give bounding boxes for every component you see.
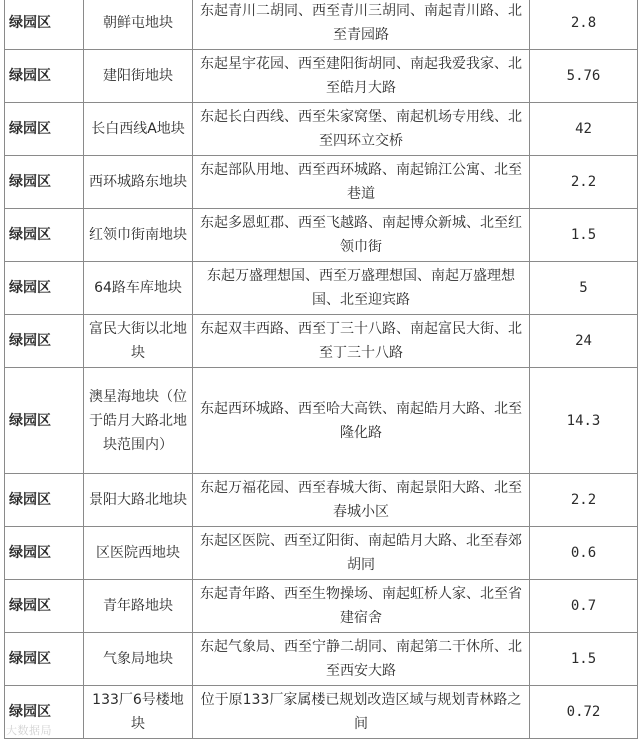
area-cell: 42 (530, 103, 638, 156)
boundary-cell: 东起双丰西路、西至丁三十八路、南起富民大街、北至丁三十八路 (193, 315, 530, 368)
district-cell: 绿园区 (5, 156, 84, 209)
table-row (5, 368, 638, 474)
table-row (5, 527, 638, 580)
boundary-cell: 东起气象局、西至宁静二胡同、南起第二干休所、北至西安大路 (193, 633, 530, 686)
district-cell: 绿园区 (5, 262, 84, 315)
district-cell: 绿园区 (5, 103, 84, 156)
area-cell: 1.5 (530, 633, 638, 686)
area-cell: 2.2 (530, 156, 638, 209)
plot-name-cell: 朝鲜屯地块 (84, 0, 193, 50)
plot-name-cell: 气象局地块 (84, 633, 193, 686)
table-body (5, 0, 638, 739)
table-row (5, 209, 638, 262)
area-cell: 0.7 (530, 580, 638, 633)
boundary-cell: 东起西环城路、西至哈大高铁、南起皓月大路、北至隆化路 (193, 368, 530, 474)
table-row (5, 0, 638, 50)
table-row (5, 50, 638, 103)
plot-name-cell: 建阳街地块 (84, 50, 193, 103)
district-cell: 绿园区 (5, 209, 84, 262)
watermark-text: 大数据局 (6, 724, 52, 737)
table-row (5, 474, 638, 527)
district-cell: 绿园区 (5, 686, 84, 739)
district-cell: 绿园区 (5, 527, 84, 580)
boundary-cell: 东起多恩虹郡、西至飞越路、南起博众新城、北至红领巾街 (193, 209, 530, 262)
plot-name-cell: 区医院西地块 (84, 527, 193, 580)
table-row (5, 156, 638, 209)
plot-name-cell: 富民大街以北地块 (84, 315, 193, 368)
plot-name-cell: 青年路地块 (84, 580, 193, 633)
table-row (5, 580, 638, 633)
boundary-cell: 东起青年路、西至生物操场、南起虹桥人家、北至省建宿舍 (193, 580, 530, 633)
area-cell: 2.8 (530, 0, 638, 50)
area-cell: 1.5 (530, 209, 638, 262)
boundary-cell: 东起万福花园、西至春城大街、南起景阳大路、北至春城小区 (193, 474, 530, 527)
table-row (5, 315, 638, 368)
plot-name-cell: 64路车库地块 (84, 262, 193, 315)
plot-name-cell: 红领巾街南地块 (84, 209, 193, 262)
district-cell: 绿园区 (5, 315, 84, 368)
boundary-cell: 东起长白西线、西至朱家窝堡、南起机场专用线、北至四环立交桥 (193, 103, 530, 156)
boundary-cell: 东起青川二胡同、西至青川三胡同、南起青川路、北至青园路 (193, 0, 530, 50)
table-row (5, 686, 638, 739)
area-cell: 5.76 (530, 50, 638, 103)
boundary-cell: 东起部队用地、西至西环城路、南起锦江公寓、北至巷道 (193, 156, 530, 209)
table-row (5, 262, 638, 315)
boundary-cell: 东起星宇花园、西至建阳街胡同、南起我爱我家、北至皓月大路 (193, 50, 530, 103)
table-row (5, 103, 638, 156)
district-cell: 绿园区 (5, 633, 84, 686)
area-cell: 0.72 (530, 686, 638, 739)
district-cell: 绿园区 (5, 50, 84, 103)
boundary-cell: 位于原133厂家属楼已规划改造区域与规划青林路之间 (193, 686, 530, 739)
area-cell: 24 (530, 315, 638, 368)
area-cell: 0.6 (530, 527, 638, 580)
land-plot-table (4, 0, 638, 739)
plot-name-cell: 长白西线A地块 (84, 103, 193, 156)
boundary-cell: 东起区医院、西至辽阳街、南起皓月大路、北至春郊胡同 (193, 527, 530, 580)
area-cell: 2.2 (530, 474, 638, 527)
plot-name-cell: 西环城路东地块 (84, 156, 193, 209)
district-cell: 绿园区 (5, 0, 84, 50)
table-row (5, 633, 638, 686)
area-cell: 14.3 (530, 368, 638, 474)
plot-name-cell: 133厂6号楼地块 (84, 686, 193, 739)
plot-name-cell: 澳星海地块（位于皓月大路北地块范围内） (84, 368, 193, 474)
district-cell: 绿园区 (5, 580, 84, 633)
boundary-cell: 东起万盛理想国、西至万盛理想国、南起万盛理想国、北至迎宾路 (193, 262, 530, 315)
district-cell: 绿园区 (5, 368, 84, 474)
area-cell: 5 (530, 262, 638, 315)
district-cell: 绿园区 (5, 474, 84, 527)
plot-name-cell: 景阳大路北地块 (84, 474, 193, 527)
